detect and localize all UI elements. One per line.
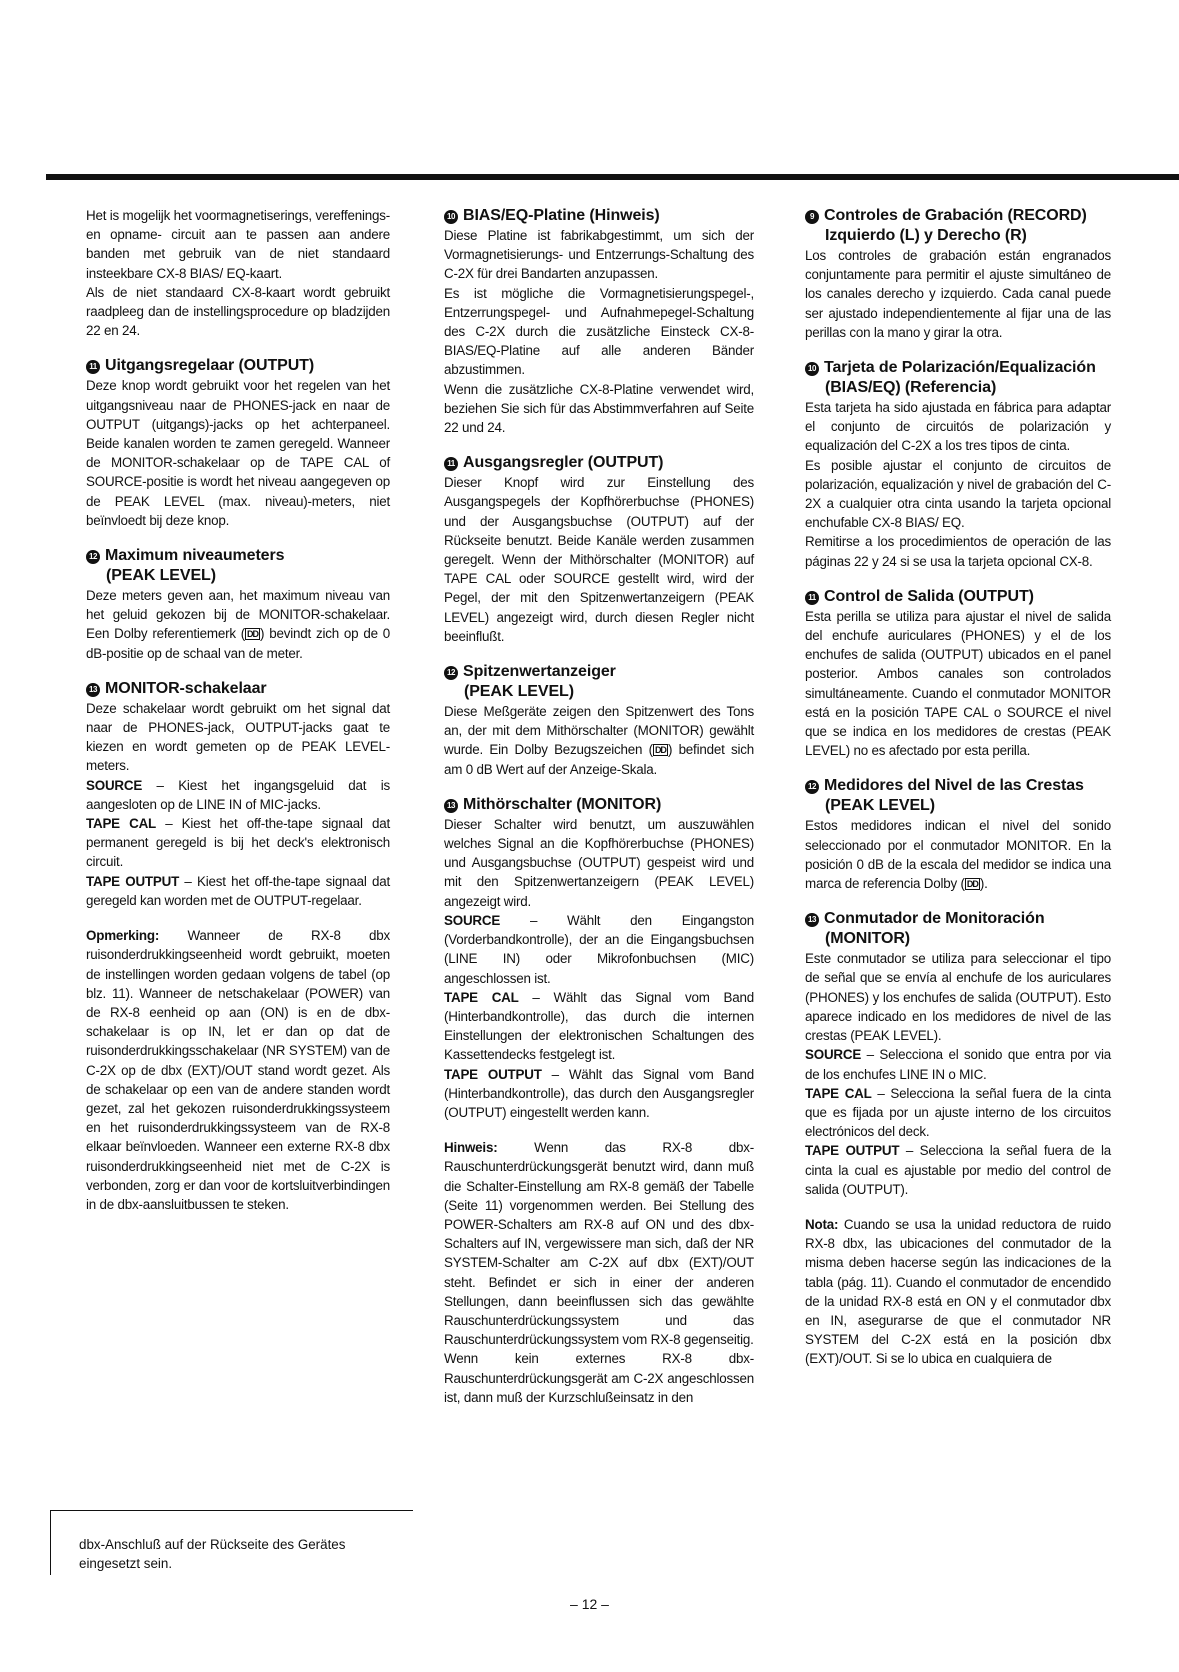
tape-cal-item: TAPE CAL – Kiest het off-the-tape signaal dat permanent geregeld is bij het deck's elektronisch circuit. [86, 816, 390, 870]
section-body: Estos medidores indican el nivel del sonido seleccionado por el conmutador MONITOR. En la posición 0 dB de la escala del medidor se indica una marca de referencia Dolby ( DD ). [805, 818, 1111, 892]
note-paragraph: Hinweis: Wenn das RX-8 dbx-Rauschunterdrückungsgerät benutzt wird, dann muß die Schalter-Einstellung am RX-8 gemäß der Tabelle (Seite 11) vorgenommen werden. Bei Stellung des POWER-Schalters am RX-8 auf ON und des dbx-Schalters auf IN, vergewissere man sich, daß der NR SYSTEM-Schalter am C-2X auf dbx (EXT)/OUT steht. Befindet er sich in einer der anderen Stellungen, dann beeinflussen sich das gewählte Rauschunterdrückungssystem und das Rauschunterdrückungssystem vom RX-8 gegenseitig. [444, 1140, 754, 1348]
section-body: Remitirse a los procedimientos de operación de las páginas 22 y 24 si se usa la tarjeta opcional CX-8. [805, 534, 1111, 569]
column-dutch [86, 206, 390, 1214]
section-number-badge: 10 [444, 210, 458, 224]
tape-output-item: TAPE OUTPUT – Kiest het off-the-tape signaal dat geregeld kan worden met de OUTPUT-regelaar. [86, 873, 390, 908]
section-heading: 12 Medidores del Nivel de las Crestas (PEAK LEVEL) [805, 776, 1111, 816]
section-heading: 9 Controles de Grabación (RECORD) Izquierdo (L) y Derecho (R) [805, 206, 1111, 246]
section-heading: 12 Spitzenwertanzeiger (PEAK LEVEL) [444, 662, 754, 702]
section-body: Esta perilla se utiliza para ajustar el nivel de salida del enchufe auriculares (PHONES) y el de los enchufes de salida (OUTPUT) ubicados en el panel posterior. Ambos canales son controlados simultáneamente. Cuando el conmutador MONITOR está en la posición TAPE CAL o SOURCE el nivel que se indica en los medidores de crestas (PEAK LEVEL) no es afectado por esta perilla. [805, 608, 1111, 759]
section-10-bias-eq [444, 206, 754, 437]
section-number-badge: 13 [444, 799, 458, 813]
top-rule [46, 174, 1179, 180]
section-body: Deze meters geven aan, het maximum niveau van het geluid gekozen bij de MONITOR-schakelaar. Een Dolby referentiemerk ( DD ) bevindt zich op de 0 dB-positie op de schaal van de meter. [86, 588, 390, 661]
note-paragraph: Opmerking: Wanneer de RX-8 dbx ruisonderdrukkingseenheid wordt gebruikt, moeten de instellingen worden gedaan volgens de tabel (op blz. 11). Wanneer de netschakelaar (POWER) van de RX-8 eenheid op aan (ON) is en de dbx-schakelaar is op IN, let er dan op dat de ruisonderdrukkingsschakelaar (NR SYSTEM) van de C-2X op de dbx (EXT)/OUT stand wordt gezet. Als de schakelaar op een van de andere standen wordt gezet, zal het gekozen ruisonderdrukkingssysteem en het ruisonderdrukkingssysteem van de RX-8 elkaar beïnvloeden. Wanneer een externe RX-8 dbx ruisonderdrukkingseenheid niet met de C-2X is verbonden, zorg er dan voor de kortsluitverbindingen in de dbx-aansluitbussen te steken. [86, 928, 390, 1212]
column-spanish [805, 206, 1111, 1369]
section-number-badge: 12 [805, 780, 819, 794]
section-body: Es posible ajustar el conjunto de circuitos de polarización, equalización y nivel de grabación del C-2X a cualquier otra cinta usando la tarjeta opcional enchufable CX-8 BIAS/ EQ. [805, 457, 1111, 531]
section-body: Wenn die zusätzliche CX-8-Platine verwendet wird, beziehen Sie sich für das Abstimmverfahren auf Seite 22 und 24. [444, 381, 754, 436]
section-13-monitor [444, 795, 754, 1122]
section-11-output [805, 587, 1111, 761]
section-10-bias-eq [805, 358, 1111, 571]
column-german [444, 206, 754, 1407]
section-body: Este conmutador se utiliza para seleccionar el tipo de señal que se envía al enchufe de los auriculares (PHONES) y los enchufes de salida (OUTPUT). Esto aparece indicado en los medidores de nivel de las crestas (PEAK LEVEL). [805, 951, 1111, 1044]
section-number-badge: 11 [444, 457, 458, 471]
section-13-monitor [805, 909, 1111, 1199]
section-heading: 13 Mithörschalter (MONITOR) [444, 795, 754, 815]
section-body: Deze knop wordt gebruikt voor het regelen van het uitgangsniveau naar de PHONES-jack en naar de OUTPUT (uitgangs)-jacks op het achterpaneel. Beide kanalen worden te zamen geregeld. Wanneer de MONITOR-schakelaar op de TAPE CAL of SOURCE-positie is wordt het niveau aangegeven op de PEAK LEVEL (max. niveau)-meters, niet beïnvloedt bij deze knop. [86, 378, 390, 528]
source-item: SOURCE – Selecciona el sonido que entra por via de los enchufes LINE IN o MIC. [805, 1047, 1111, 1082]
section-number-badge: 11 [86, 360, 100, 374]
source-item: SOURCE – Kiest het ingangsgeluid dat is aangesloten op de LINE IN of MIC-jacks. [86, 777, 390, 812]
dolby-symbol-icon: DD [966, 879, 978, 890]
section-11-output [444, 453, 754, 646]
tape-output-item: TAPE OUTPUT – Wählt das Signal vom Band (Hinterbandkontrolle), das durch den Ausgangsregler (OUTPUT) eingestellt werden kann. [444, 1066, 754, 1120]
section-body: Dieser Knopf wird zur Einstellung des Ausgangspegels der Kopfhörerbuchse (PHONES) und der Ausgangsbuchse (OUTPUT) auf der Rückseite benutzt. Beide Kanäle werden zusammen geregelt. Wenn der Mithörschalter (MONITOR) auf TAPE CAL oder SOURCE gestellt wird, wird der Pegel, der mit den Spitzenwertanzeigern (PEAK LEVEL) angezeigt wird, durch diesen Regler nicht beeinflußt. [444, 475, 754, 644]
section-heading: 10 Tarjeta de Polarización/Equalización (BIAS/EQ) (Referencia) [805, 358, 1111, 398]
section-body: Es ist mögliche die Vormagnetisierungspegel-, Entzerrungspegel- und Aufnahmepegel-Schaltung des C-2X durch die zusätzliche Einsteck CX-8-BIAS/EQ-Platine auf alle anderen Bänder abzustimmen. [444, 285, 754, 378]
section-body: Los controles de grabación están engranados conjuntamente para permitir el ajuste simultáneo de los canales derecho y izquierdo. Cada canal puede ser ajustado independientemente al fijar una de las perillas con la mano y girar la otra. [805, 248, 1111, 340]
section-number-badge: 12 [444, 666, 458, 680]
section-number-badge: 9 [805, 210, 819, 224]
page-number: – 12 – [570, 1596, 609, 1612]
section-body: Esta tarjeta ha sido ajustada en fábrica para adaptar el conjunto de circuitós de polarización y equalización del C-2X a los tres tipos de cinta. [805, 400, 1111, 454]
section-heading: 11 Control de Salida (OUTPUT) [805, 587, 1111, 607]
section-number-badge: 13 [805, 913, 819, 927]
section-heading: 11 Uitgangsregelaar (OUTPUT) [86, 356, 390, 376]
note-paragraph: Nota: Cuando se usa la unidad reductora de ruido RX-8 dbx, las ubicaciones del conmutador de la misma deben hacerse según las indicaciones de la tabla (pág. 11). Cuando el conmutador de encendido de la unidad RX-8 está en ON y el conmutador dbx en IN, asegurarse de que el conmutador NR SYSTEM del C-2X está en la posición dbx (EXT)/OUT. Si se lo ubica en cualquiera de [805, 1216, 1111, 1367]
section-number-badge: 13 [86, 683, 100, 697]
section-12-peak-level [444, 662, 754, 779]
section-body: Diese Platine ist fabrikabgestimmt, um sich der Vormagnetisierungs- und Entzerrungs-Schaltung des C-2X für drei Bandarten anzupassen. [444, 228, 754, 282]
section-body: Deze schakelaar wordt gebruikt om het signal dat naar de PHONES-jack, OUTPUT-jacks gaat te kiezen en wordt gemeten op de PEAK LEVEL-meters. [86, 700, 390, 774]
section-13-monitor [86, 679, 390, 910]
section-number-badge: 10 [805, 362, 819, 376]
section-heading: 10 BIAS/EQ-Platine (Hinweis) [444, 206, 754, 226]
section-body: Diese Meßgeräte zeigen den Spitzenwert des Tons an, der mit dem Mithörschalter (MONITOR) gewählt wurde. Ein Dolby Bezugszeichen ( DD ) befindet sich am 0 dB Wert auf der Anzeige-Skala. [444, 704, 754, 777]
section-heading: 11 Ausgangsregler (OUTPUT) [444, 453, 754, 473]
intro-paragraph: Het is mogelijk het voormagnetiserings, vereffenings- en opname- circuit aan te passen aan andere banden met gebruik van de niet standaard insteekbare CX-8 BIAS/ EQ-kaart. [86, 208, 390, 281]
note-paragraph-2: Wenn kein externes RX-8 dbx-Rauschunterdrückungsgerät am C-2X angeschlossen ist, dann muß der Kurzschlußeinsatz in den [444, 1351, 754, 1405]
tape-cal-item: TAPE CAL – Wählt das Signal vom Band (Hinterbandkontrolle), das durch die internen Einstellungen der elektronischen Schaltungen des Kassettendecks festgelegt ist. [444, 989, 754, 1063]
section-number-badge: 12 [86, 550, 100, 564]
section-heading: 13 MONITOR-schakelaar [86, 679, 390, 699]
tape-cal-item: TAPE CAL – Selecciona la señal fuera de la cinta que es fijada por un ajuste interno de los circuitos electrónicos del deck. [805, 1085, 1111, 1140]
footnote-text: dbx-Anschluß auf der Rückseite des Gerätes eingesetzt sein. [79, 1537, 346, 1572]
section-12-peak-level [86, 546, 390, 663]
tape-output-item: TAPE OUTPUT – Selecciona la señal fuera de la cinta la cual es ajustable por medio del control de salida (OUTPUT). [805, 1143, 1111, 1197]
intro-paragraph-2: Als de niet standaard CX-8-kaart wordt gebruikt raadpleeg dan de instellingsprocedure op bladzijden 22 en 24. [86, 284, 390, 339]
section-11-output [86, 356, 390, 530]
section-body: Dieser Schalter wird benutzt, um auszuwählen welches Signal an die Kopfhörerbuchse (PHONES) und Ausgangsbuchse (OUTPUT) gespeist wird und mit den Spitzenwertanzeigern (PEAK LEVEL) angezeigt wird. [444, 816, 754, 909]
dolby-symbol-icon: DD [247, 629, 259, 640]
section-heading: 13 Conmutador de Monitoración (MONITOR) [805, 909, 1111, 949]
section-number-badge: 11 [805, 591, 819, 605]
dolby-symbol-icon: DD [654, 745, 666, 756]
section-9-record [805, 206, 1111, 342]
section-heading: 12 Maximum niveaumeters (PEAK LEVEL) [86, 546, 390, 586]
section-12-peak-level [805, 776, 1111, 893]
source-item: SOURCE – Wählt den Eingangston (Vorderbandkontrolle), der an die Eingangsbuchsen (LINE IN) oder Mikrofonbuchsen (MIC) angeschlossen ist. [444, 912, 754, 986]
footnote-box [50, 1510, 413, 1575]
